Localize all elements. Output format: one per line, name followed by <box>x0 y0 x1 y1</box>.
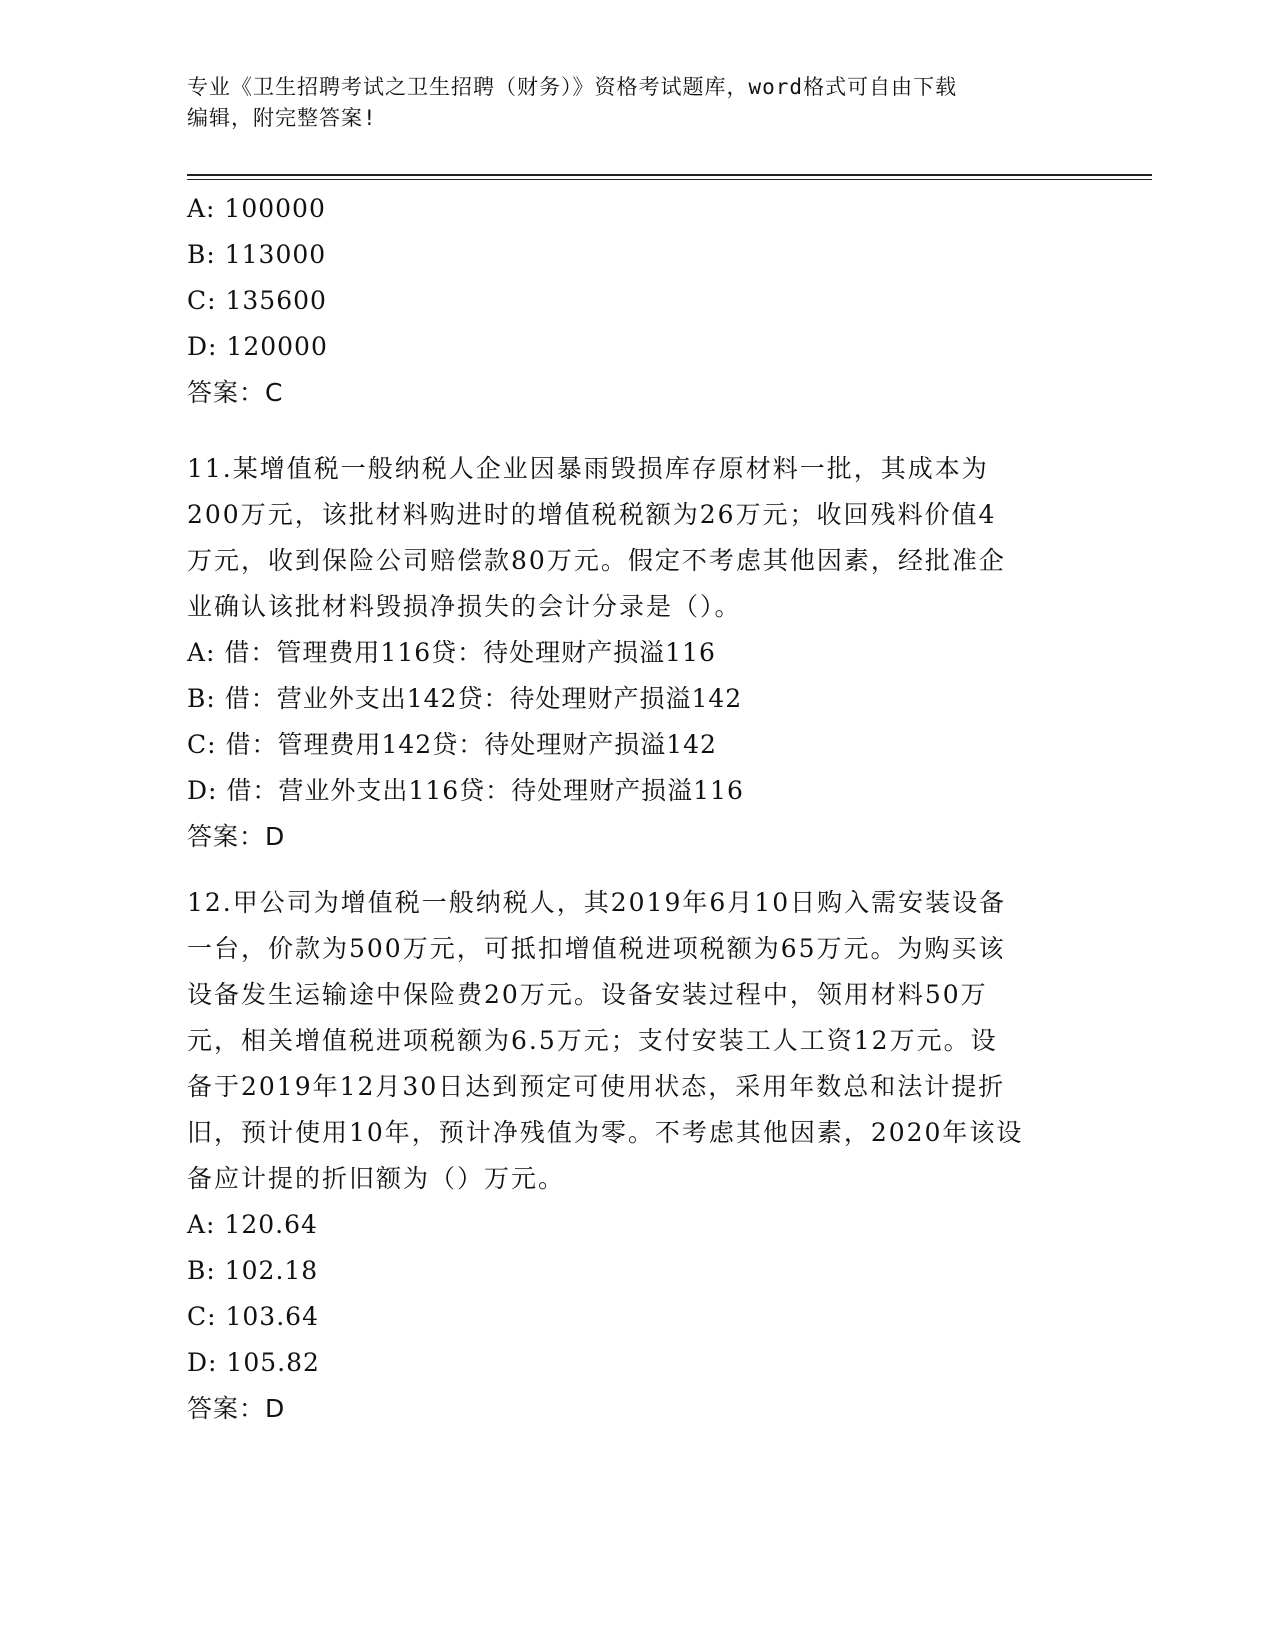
answer: 答案：D <box>187 1394 286 1423</box>
stem-line: 备应计提的折旧额为（）万元。 <box>187 1164 566 1193</box>
option-b: B: 102.18 <box>187 1256 319 1285</box>
option-d: D: 借：营业外支出116贷：待处理财产损溢116 <box>187 776 744 805</box>
stem-line: 备于2019年12月30日达到预定可使用状态，采用年数总和法计提折 <box>187 1072 1006 1101</box>
stem-line: 旧，预计使用10年，预计净残值为零。不考虑其他因素，2020年该设 <box>187 1118 1024 1147</box>
option-c: C: 103.64 <box>187 1302 319 1331</box>
option-b: B: 借：营业外支出142贷：待处理财产损溢142 <box>187 684 743 713</box>
answer: 答案：D <box>187 822 286 851</box>
question-10 <box>187 186 1087 416</box>
stem-line: 业确认该批材料毁损净损失的会计分录是（）。 <box>187 592 742 621</box>
stem-line: 一台，价款为500万元，可抵扣增值税进项税额为65万元。为购买该 <box>187 934 1006 963</box>
option-c: C: 135600 <box>187 286 327 315</box>
header-divider <box>187 174 1152 180</box>
stem-line: 11.某增值税一般纳税人企业因暴雨毁损库存原材料一批，其成本为 <box>187 454 989 483</box>
answer: 答案：C <box>187 378 284 407</box>
stem-line: 设备发生运输途中保险费20万元。设备安装过程中，领用材料50万 <box>187 980 988 1009</box>
option-c: C: 借：管理费用142贷：待处理财产损溢142 <box>187 730 717 759</box>
question-stem <box>187 880 1087 1202</box>
question-11 <box>187 446 1087 860</box>
stem-line: 万元，收到保险公司赔偿款80万元。假定不考虑其他因素，经批准企 <box>187 546 1006 575</box>
option-a: A: 120.64 <box>187 1210 318 1239</box>
document-header <box>187 72 1107 134</box>
option-d: D: 105.82 <box>187 1348 320 1377</box>
stem-line: 元，相关增值税进项税额为6.5万元；支付安装工人工资12万元。设 <box>187 1026 998 1055</box>
header-title-line-1: 专业《卫生招聘考试之卫生招聘（财务）》资格考试题库，word格式可自由下载 <box>187 75 958 99</box>
question-stem <box>187 446 1087 630</box>
option-d: D: 120000 <box>187 332 328 361</box>
stem-line: 12.甲公司为增值税一般纳税人，其2019年6月10日购入需安装设备 <box>187 888 1007 917</box>
header-title-line-2: 编辑，附完整答案! <box>187 106 377 130</box>
option-a: A: 借：管理费用116贷：待处理财产损溢116 <box>187 638 716 667</box>
stem-line: 200万元，该批材料购进时的增值税税额为26万元；收回残料价值4 <box>187 500 997 529</box>
option-b: B: 113000 <box>187 240 327 269</box>
question-12 <box>187 880 1087 1432</box>
option-a: A: 100000 <box>187 194 326 223</box>
